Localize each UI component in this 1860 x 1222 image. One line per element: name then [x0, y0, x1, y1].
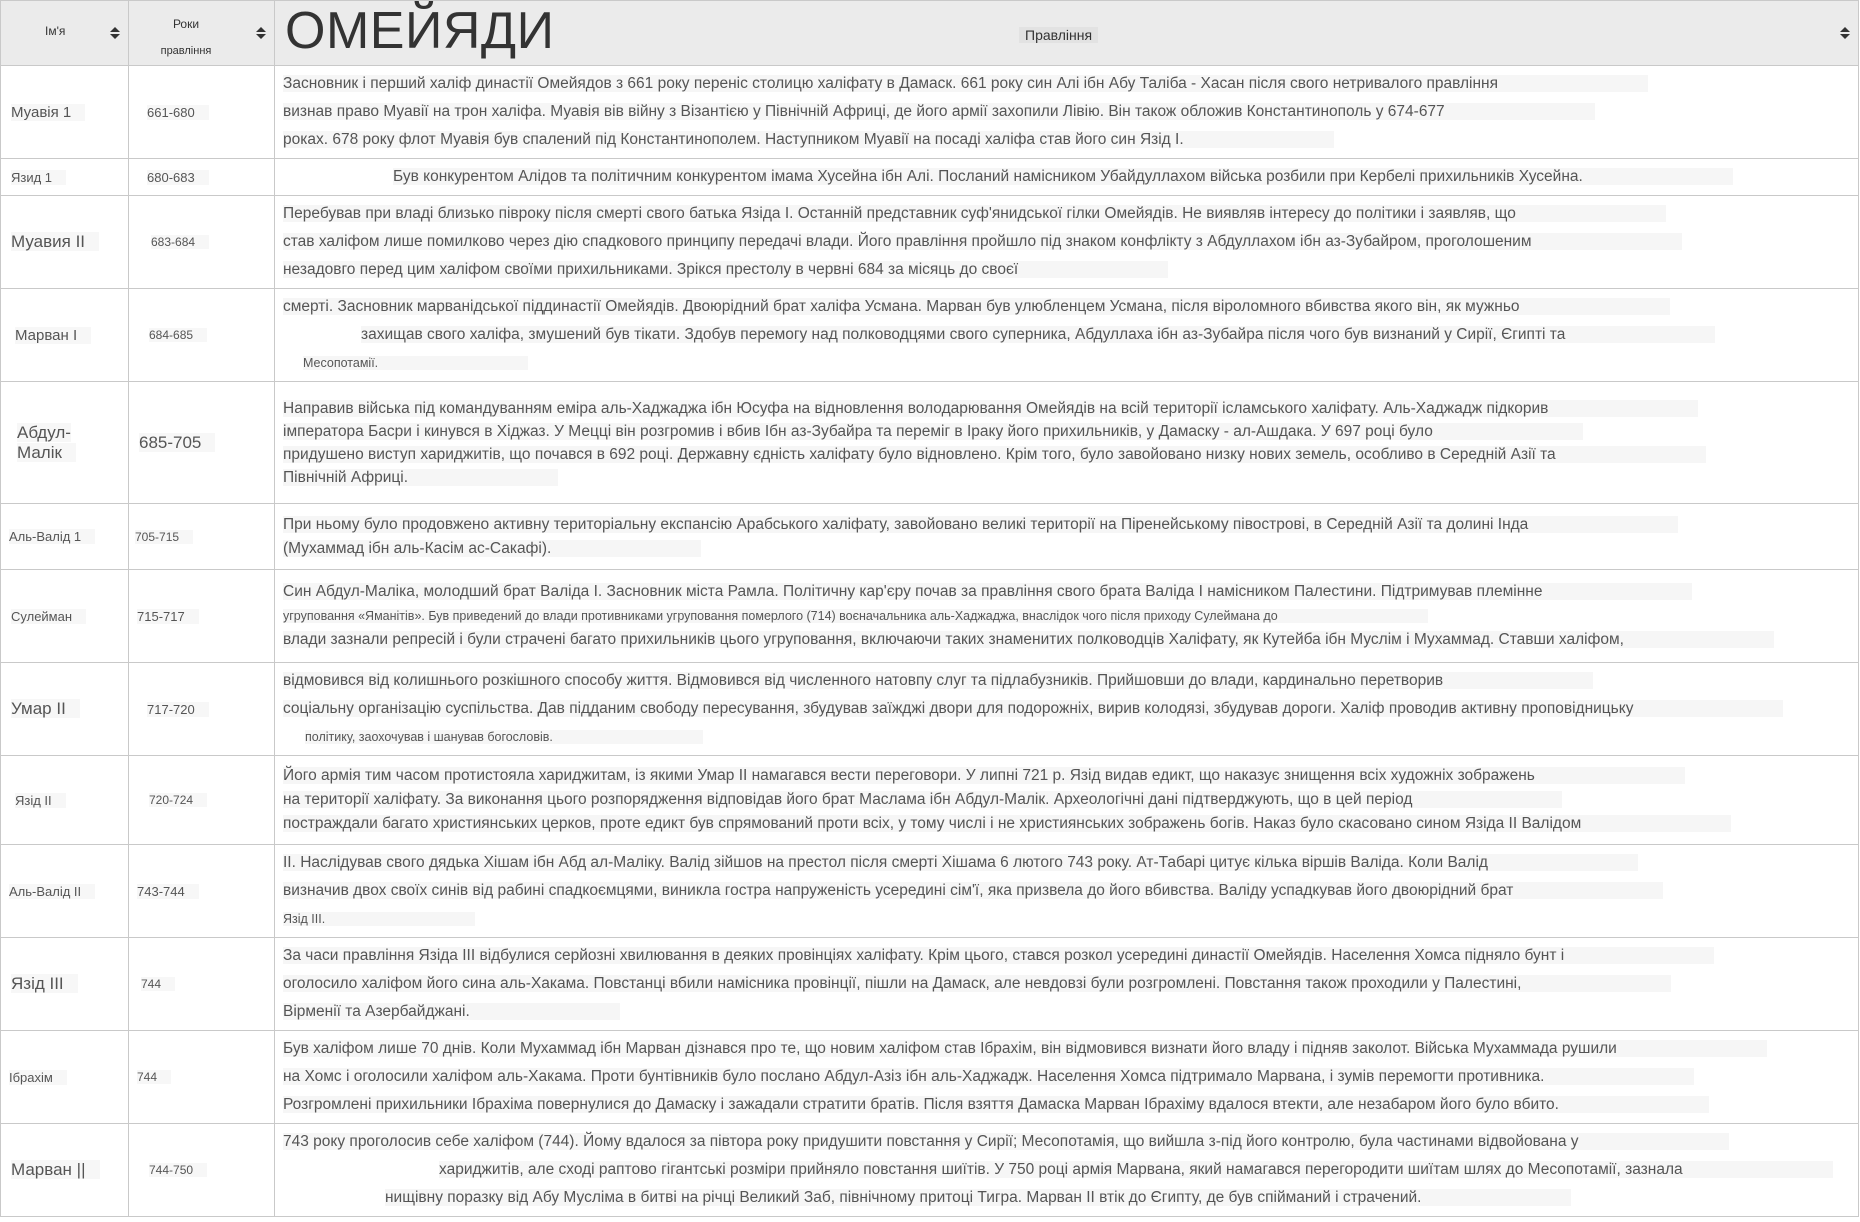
rule-text-line [283, 126, 1850, 154]
rule-text: II. Наслідував свого дядька Хішам ібн Абд ал-Маліку. Валід зійшов на престол після смерті Хішама 6 лютого 743 року. Ат-Табарі цитує кілька віршів Валіда. Коли Валід [283, 854, 1638, 871]
rule-text: Північній Африці. [283, 469, 558, 486]
column-header-name-label: Ім'я [45, 24, 66, 38]
page-title: ОМЕЙЯДИ [285, 2, 555, 60]
rule-text-line [283, 905, 1850, 933]
rule-text-line [283, 98, 1850, 126]
rule-text: придушено виступ хариджитів, що почався в 692 році. Державну єдність халіфату було відновлено. Крім того, було завойовано низку нових земель, особливо в Середній Азії та [283, 446, 1706, 463]
ruler-name: Муавия II [11, 232, 99, 251]
rule-text-line [283, 321, 1850, 349]
cell-rule [275, 663, 1859, 756]
cell-years [129, 845, 275, 938]
rule-text-line [283, 812, 1850, 836]
ruler-name: Язід II [15, 793, 66, 808]
sort-arrows-icon[interactable] [256, 27, 266, 39]
cell-years [129, 663, 275, 756]
rule-text-line [283, 397, 1850, 420]
rule-text: влади зазнали репресій і були страчені багато прихильників цього угруповання, включаючи таких знаменитих полководців Халіфату, як Кутейба ібн Муслім і Мухаммад. Ставши халіфом, [283, 631, 1774, 648]
rule-text: смерті. Засновник марванідської піддинастії Омейядів. Двоюрідний брат халіфа Усмана. Марван був улюбленцем Усмана, після віроломного вбивства якого він, як мужньо [283, 298, 1670, 315]
table-row [1, 845, 1859, 938]
rule-text-line [283, 1184, 1850, 1212]
cell-name [1, 196, 129, 289]
rule-text: За часи правління Язіда III відбулися серйозні хвилювання в деяких провінціях халіфату. Крім цього, стався розкол усередині династії Омейядів. Населення Хомса підняло бунт і [283, 947, 1714, 964]
reign-years: 744-750 [149, 1163, 207, 1177]
rule-text-line [283, 998, 1850, 1026]
rule-text-line [283, 695, 1850, 723]
rule-text: угруповання «Яманітів». Був приведений до влади противниками угруповання померлого (714) воєначальника аль-Хаджаджа, внаслідок чого після приходу Сулеймана до [283, 609, 1428, 623]
sort-arrows-icon[interactable] [110, 27, 120, 39]
ruler-name: Марван || [11, 1160, 100, 1179]
rule-text: на території халіфату. За виконання цього розпорядження відповідав його брат Маслама ібн Абдул-Малік. Археологічні дані підтверджують, що в цей період [283, 791, 1562, 808]
rule-text: хариджитів, але сході раптово гігантські розміри прийняло повстання шиїтів. У 750 році армія Марвана, який намагався перегородити шиїтам шлях до Месопотамії, зазнала [439, 1161, 1833, 1178]
rule-text-line [283, 513, 1850, 537]
cell-rule [275, 382, 1859, 504]
cell-name [1, 663, 129, 756]
cell-name [1, 504, 129, 570]
cell-name [1, 938, 129, 1031]
cell-rule [275, 570, 1859, 663]
rule-text-line [283, 200, 1850, 228]
rule-text: Месопотамії. [303, 356, 528, 370]
ruler-name: Язид 1 [11, 170, 66, 185]
reign-years: 685-705 [139, 433, 215, 452]
rule-text: нищівну поразку від Абу Мусліма в битві на річці Великий Заб, північному притоці Тигра. Марван II втік до Єгипту, де був спійманий і страчений. [385, 1189, 1571, 1206]
reign-years: 744 [141, 977, 175, 991]
rule-text: соціальну організацію суспільства. Дав підданим свободу пересування, збудував заїжджі двори для подорожніх, вирив колодязі, збудував дороги. Халіф проводив активну проповідницьку [283, 700, 1783, 717]
table-row [1, 159, 1859, 196]
ruler-name: Аль-Валід 1 [9, 529, 95, 544]
reign-years: 680-683 [147, 170, 209, 185]
rule-text-line [283, 420, 1850, 443]
rule-text: визначив двох своїх синів від рабині спадкоємцями, виникла гостра напруженість усередині сім'ї, яка призвела до його вбивства. Валіду успадкував його двоюрідний брат [283, 882, 1663, 899]
cell-rule [275, 1031, 1859, 1124]
cell-name [1, 756, 129, 845]
reign-years: 743-744 [137, 884, 199, 899]
rule-text-line [283, 256, 1850, 284]
rule-text: визнав право Муавії на трон халіфа. Муавія вів війну з Візантією у Північній Африці, де його армії захопили Лівію. Він також обложив Константинополь у 674-677 [283, 103, 1595, 120]
column-header-years-line2: правління [160, 45, 212, 57]
rule-text: 743 року проголосив себе халіфом (744). Йому вдалося за півтора року придушити повстання у Сирії; Месопотамія, що вийшла з-під його контролю, була частинами відвойована у [283, 1133, 1729, 1150]
ruler-name: Язід III [11, 974, 78, 993]
rule-text: Син Абдул-Маліка, молодший брат Валіда І. Засновник міста Рамла. Політичну кар'єру почав за правління свого брата Валіда І намісником Палестини. Підтримував племінне [283, 583, 1692, 600]
rule-text: Його армія тим часом протистояла хариджитам, із якими Умар II намагався вести переговори. У липні 721 р. Язід видав едикт, що наказує знищення всіх художніх зображень [283, 767, 1685, 784]
header-row [1, 1, 1859, 66]
table-row [1, 66, 1859, 159]
cell-rule [275, 845, 1859, 938]
rule-text: імператора Басри і кинувся в Хіджаз. У Мецці він розгромив і вбив Ібн аз-Зубайра та переміг в Іраку його прихильників, у Дамаску - ал-Ашдака. У 697 році було [283, 423, 1583, 440]
table-row [1, 1124, 1859, 1217]
reign-years: 661-680 [147, 105, 209, 120]
cell-years [129, 938, 275, 1031]
table-row [1, 663, 1859, 756]
rule-text: Засновник і перший халіф династії Омейядов з 661 року переніс столицю халіфату в Дамаск. 661 року син Алі ібн Абу Таліба - Хасан після свого нетривалого правління [283, 75, 1648, 92]
rule-text: роках. 678 року флот Муавія був спалений під Константинополем. Наступником Муавії на посаді халіфа став його син Язід І. [283, 131, 1334, 148]
rule-text: Вірменії та Азербайджані. [283, 1003, 620, 1020]
rule-text-line [283, 764, 1850, 788]
rule-text-line [283, 1063, 1850, 1091]
cell-rule [275, 938, 1859, 1031]
rule-text: (Мухаммад ібн аль-Касім ас-Сакафі). [283, 540, 701, 557]
rule-text: на Хомс і оголосили халіфом аль-Хакама. Проти бунтівників було послано Абдул-Азіз ібн аль-Хаджадж. Населення Хомса підтримало Марвана, і зумів перемогти противника. [283, 1068, 1694, 1085]
ruler-name: Марван І [15, 327, 91, 344]
table-row [1, 938, 1859, 1031]
cell-name [1, 1124, 129, 1217]
cell-rule [275, 159, 1859, 196]
rule-text-line [283, 443, 1850, 466]
table-row [1, 196, 1859, 289]
rule-text: захищав свого халіфа, змушений був тікати. Здобув перемогу над полководцями свого суперника, Абдуллаха ібн аз-Зубайра після чого був визнаний у Сирії, Єгипті та [361, 326, 1715, 343]
reign-years: 717-720 [147, 702, 209, 717]
table-row [1, 289, 1859, 382]
rule-text-line [283, 877, 1850, 905]
cell-name [1, 382, 129, 504]
cell-name [1, 1031, 129, 1124]
ruler-name: Умар II [11, 699, 80, 718]
cell-years [129, 504, 275, 570]
column-header-rule-label: Правління [1019, 27, 1098, 43]
cell-years [129, 196, 275, 289]
table-row [1, 1031, 1859, 1124]
rule-text: При ньому було продовжено активну територіальну експансію Арабського халіфату, завойовано великі території на Піренейському півострові, в Середній Азії та долині Інда [283, 516, 1678, 533]
cell-years [129, 382, 275, 504]
ruler-name: Абдул-Малік [17, 423, 76, 462]
rule-text-line [283, 70, 1850, 98]
rule-text-line [283, 228, 1850, 256]
rule-text: Язід III. [283, 912, 475, 926]
ruler-name: Аль-Валід II [9, 884, 95, 899]
ruler-name: Ібрахім [9, 1070, 67, 1085]
rule-text-line [283, 1156, 1850, 1184]
rule-text-line [283, 293, 1850, 321]
reign-years: 683-684 [151, 235, 209, 249]
cell-rule [275, 289, 1859, 382]
rule-text-line [283, 788, 1850, 812]
rule-text-line [283, 667, 1850, 695]
cell-name [1, 845, 129, 938]
rule-text-line [283, 537, 1850, 561]
cell-name [1, 570, 129, 663]
column-header-name[interactable] [1, 1, 129, 66]
column-header-rule[interactable] [275, 1, 1859, 66]
rule-text-line [283, 1091, 1850, 1119]
cell-years [129, 1124, 275, 1217]
cell-years [129, 159, 275, 196]
table-row [1, 382, 1859, 504]
reign-years: 705-715 [135, 530, 193, 544]
rule-text: став халіфом лише помилково через дію спадкового принципу передачі влади. Його правління пройшло під знаком конфлікту з Абдуллахом ібн аз-Зубайром, проголошеним [283, 233, 1682, 250]
rule-text: політику, заохочував і шанував богословів. [305, 730, 703, 744]
rule-text-line [283, 580, 1850, 604]
rule-text-line [283, 163, 1850, 191]
reign-years: 744 [137, 1070, 171, 1084]
reign-years: 684-685 [149, 328, 207, 342]
rule-text: Був халіфом лише 70 днів. Коли Мухаммад ібн Марван дізнався про те, що новим халіфом став Ібрахім, він відмовився визнати його владу і підняв заколот. Війська Мухаммада рушили [283, 1040, 1767, 1057]
column-header-years[interactable] [129, 1, 275, 66]
cell-years [129, 66, 275, 159]
rule-text: Перебував при владі близько півроку після смерті свого батька Язіда І. Останній представник суф'янидської гілки Омейядів. Не виявляв інтересу до політики і заявляв, що [283, 205, 1666, 222]
rule-text-line [283, 1128, 1850, 1156]
cell-rule [275, 504, 1859, 570]
cell-rule [275, 1124, 1859, 1217]
ruler-name: Сулейман [11, 609, 86, 624]
rule-text: постраждали багато християнських церков, проте едикт був спрямований проти всіх, у тому числі і не християнських зображень богів. Наказ було скасовано сином Язіда II Валідом [283, 815, 1731, 832]
rule-text-line [283, 628, 1850, 652]
rule-text: незадовго перед цим халіфом своїми прихильниками. Зрікся престолу в червні 684 за місяць до своєї [283, 261, 1168, 278]
rule-text: Був конкурентом Алідов та політичним конкурентом імама Хусейна ібн Алі. Посланий намісником Убайдуллахом війська розбили при Кербелі прихильників Хусейна. [393, 168, 1733, 185]
cell-rule [275, 66, 1859, 159]
rule-text-line [283, 849, 1850, 877]
rule-text: Направив війська під командуванням еміра аль-Хаджаджа ібн Юсуфа на відновлення володарювання Омейядів на всій території ісламського халіфату. Аль-Хаджадж підкорив [283, 400, 1698, 417]
cell-years [129, 1031, 275, 1124]
rule-text: Розгромлені прихильники Ібрахіма повернулися до Дамаску і зажадали стратити братів. Після взяття Дамаска Марван Ібрахіму вдалося втекти, але незабаром його було вбито. [283, 1096, 1709, 1113]
cell-years [129, 756, 275, 845]
rule-text: оголосило халіфом його сина аль-Хакама. Повстанці вбили намісника провінції, пішли на Дамаск, але невдовзі були розгромлені. Повстання також проходили у Палестині, [283, 975, 1671, 992]
rule-text-line [283, 1035, 1850, 1063]
rule-text-line [283, 604, 1850, 628]
cell-name [1, 66, 129, 159]
table-row [1, 756, 1859, 845]
rule-text-line [283, 942, 1850, 970]
rule-text-line [283, 466, 1850, 489]
reign-years: 715-717 [137, 609, 199, 624]
cell-name [1, 289, 129, 382]
rule-text-line [283, 349, 1850, 377]
table-row [1, 570, 1859, 663]
rule-text-line [283, 970, 1850, 998]
column-header-years-line1: Роки [172, 17, 200, 31]
sort-arrows-icon[interactable] [1840, 27, 1850, 39]
cell-rule [275, 756, 1859, 845]
cell-rule [275, 196, 1859, 289]
ruler-name: Муавія 1 [11, 104, 85, 121]
column-header-years-label [157, 11, 215, 64]
reign-years: 720-724 [149, 793, 207, 807]
cell-name [1, 159, 129, 196]
rule-text-line [283, 723, 1850, 751]
rule-text: відмовився від колишнього розкішного способу життя. Відмовився від численного натовпу слуг та підлабузників. Прийшовши до влади, кардинально перетворив [283, 672, 1593, 689]
table-row [1, 504, 1859, 570]
cell-years [129, 289, 275, 382]
cell-years [129, 570, 275, 663]
